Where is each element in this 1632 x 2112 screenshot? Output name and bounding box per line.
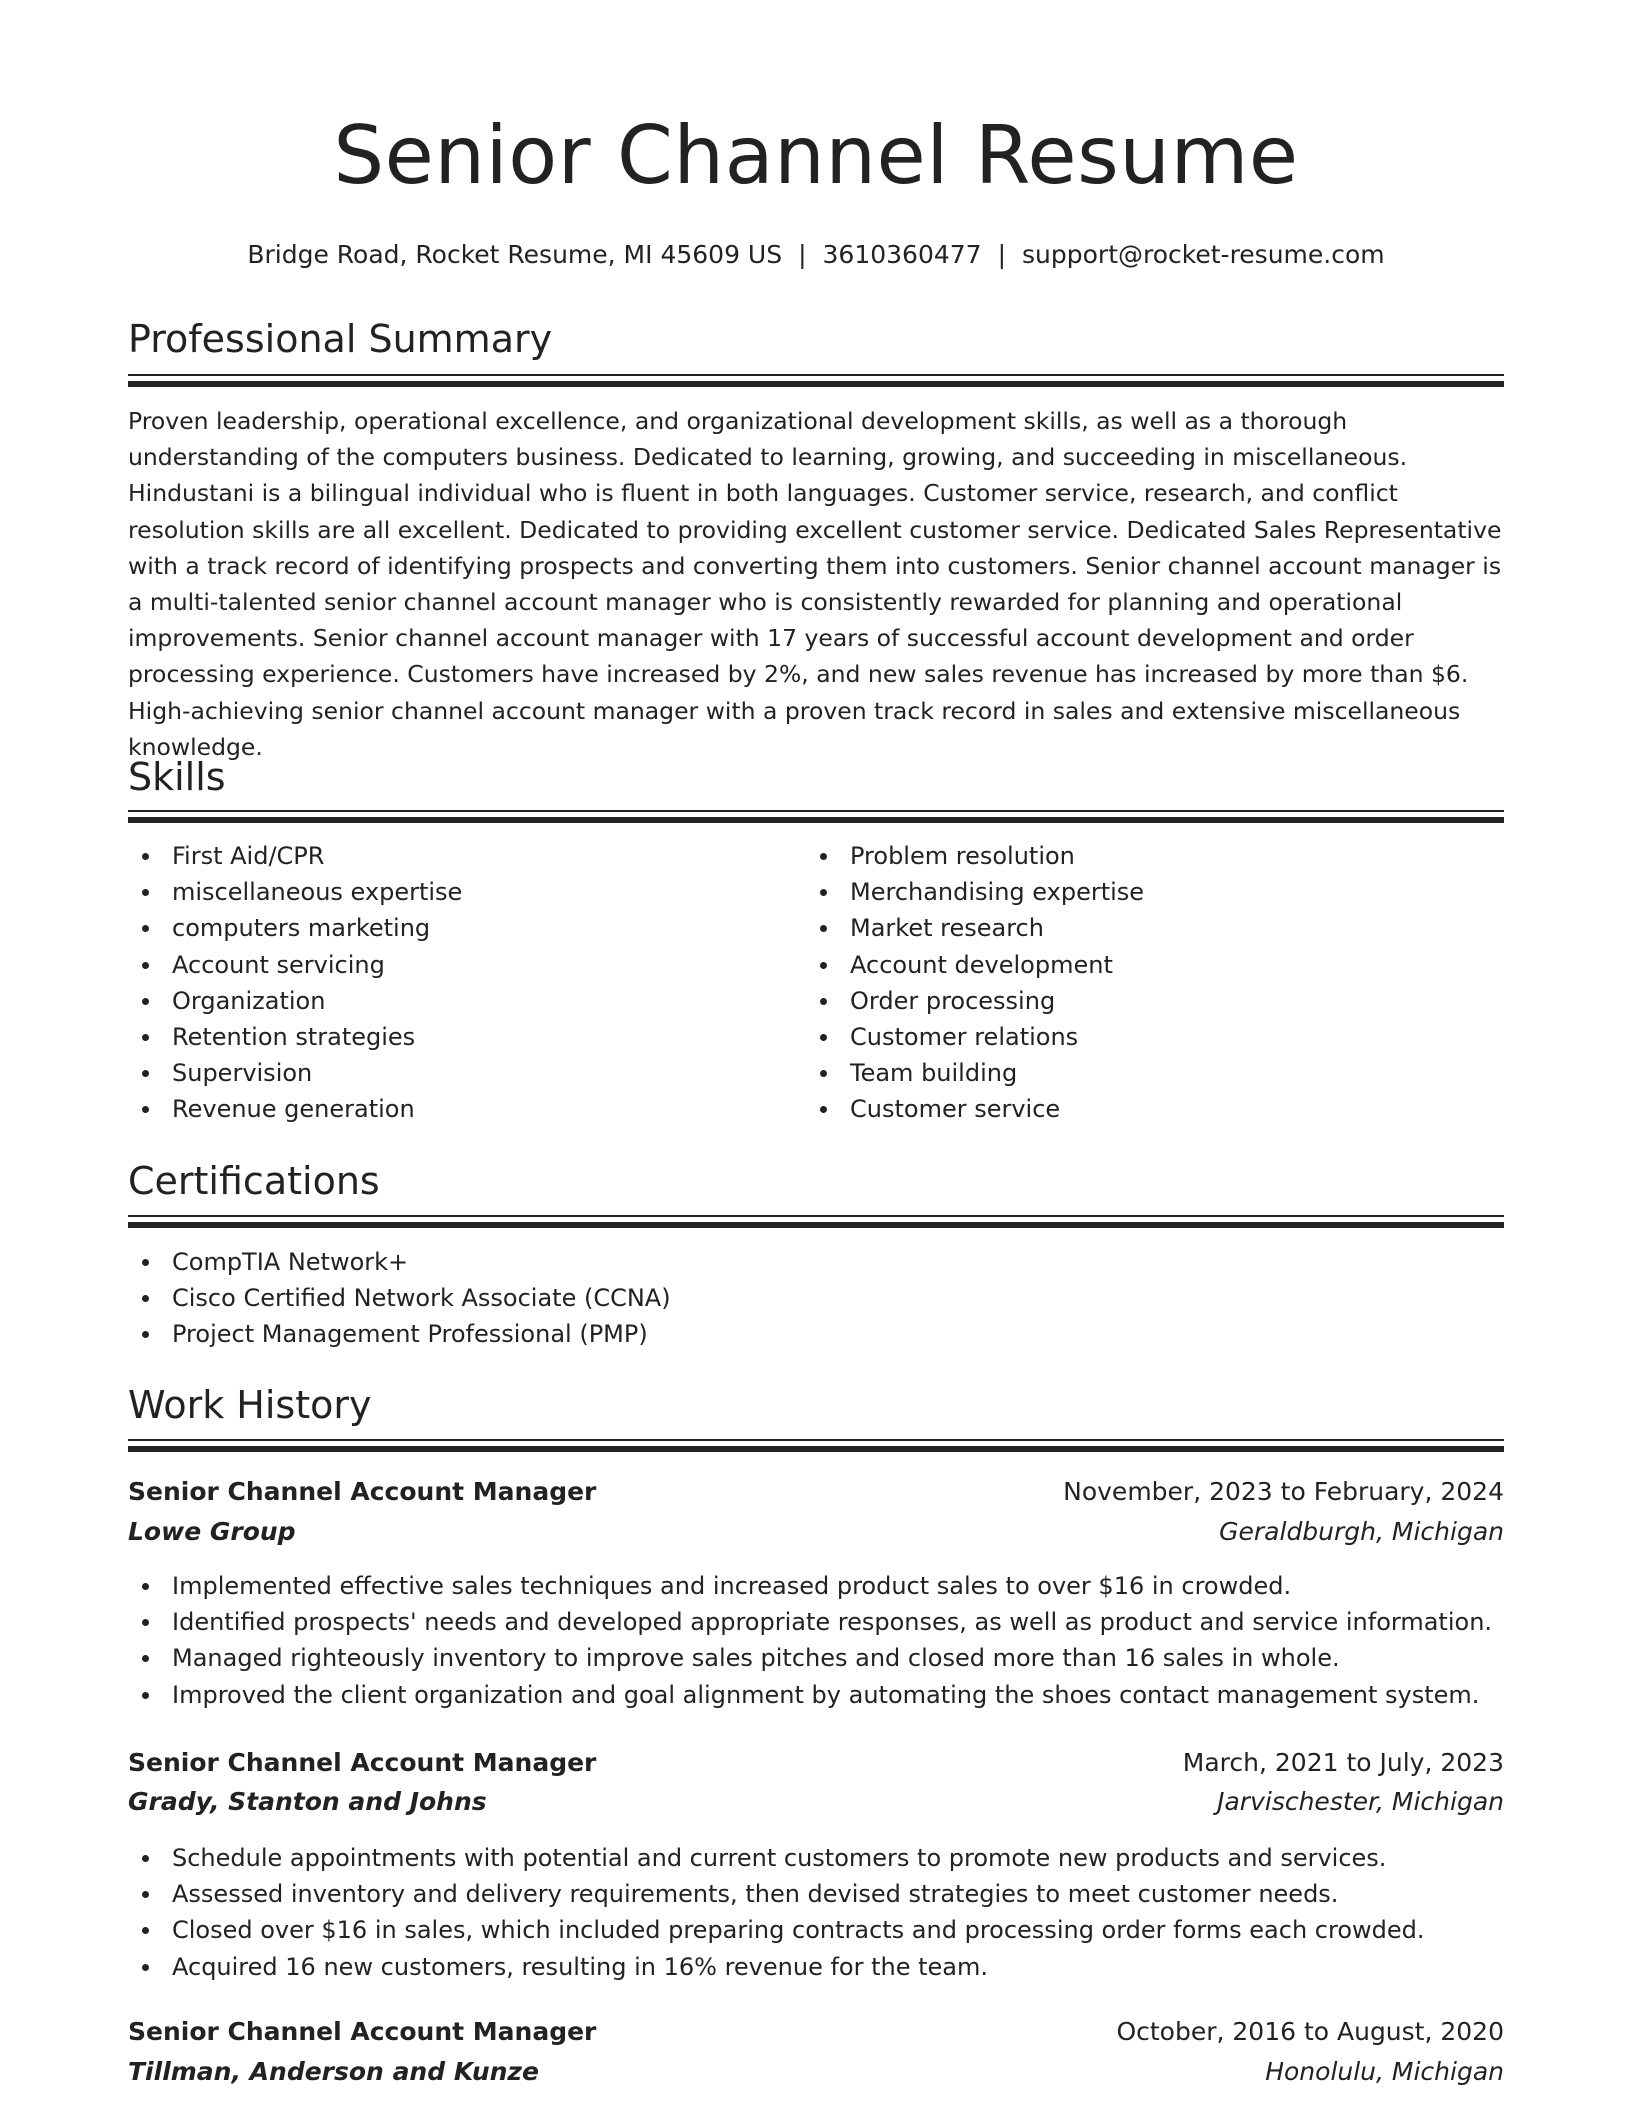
contact-phone: 3610360477 — [822, 240, 982, 269]
job-bullet: Schedule appointments with potential and current customers to promote new products and services. — [128, 1840, 1425, 1876]
summary-heading: Professional Summary — [128, 317, 553, 361]
job-location: Honolulu, Michigan — [1265, 2057, 1504, 2086]
resume-name: Senior Channel Resume — [333, 109, 1299, 202]
work-history-heading: Work History — [128, 1383, 372, 1427]
certifications-divider — [128, 1215, 1504, 1228]
skills-heading: Skills — [128, 755, 226, 799]
contact-separator: | — [997, 240, 1007, 269]
contact-email: support@rocket-resume.com — [1022, 240, 1385, 269]
certification-item: Cisco Certified Network Associate (CCNA) — [128, 1280, 671, 1316]
skill-item: miscellaneous expertise — [128, 874, 462, 910]
certification-item: CompTIA Network+ — [128, 1244, 671, 1280]
skills-divider — [128, 810, 1504, 823]
skill-item: Customer service — [806, 1091, 1144, 1127]
job-title: Senior Channel Account Manager — [128, 1748, 597, 1777]
skill-item: First Aid/CPR — [128, 838, 462, 874]
skill-item: Order processing — [806, 983, 1144, 1019]
contact-line — [128, 240, 1504, 269]
skill-item: computers marketing — [128, 910, 462, 946]
job-bullet: Closed over $16 in sales, which included preparing contracts and processing order forms each crowded. — [128, 1912, 1425, 1948]
summary-text: Proven leadership, operational excellence, and organizational development skills, as well as a thorough understanding of the computers business. Dedicated to learning, growing, and succeeding in miscellaneous. Hindustani is a bilingual individual who is fluent in both languages. Customer service, research, and conflict resolution skills are all excellent. Dedicated to providing excellent customer service. Dedicated Sales Representative with a track record of identifying prospects and converting them into customers. Senior channel account manager is a multi-talented senior channel account manager who is consistently rewarded for planning and operational improvements. Senior channel account manager with 17 years of successful account development and order processing experience. Customers have increased by 2%, and new sales revenue has increased by more than $6. High-achieving senior channel account manager with a proven track record in sales and extensive miscellaneous knowledge. — [128, 407, 1502, 761]
job-bullet: Implemented effective sales techniques and increased product sales to over $16 in crowded. — [128, 1568, 1492, 1604]
skill-item: Account servicing — [128, 947, 462, 983]
skill-item: Revenue generation — [128, 1091, 462, 1127]
skill-item: Customer relations — [806, 1019, 1144, 1055]
job-bullet: Identified prospects' needs and developed appropriate responses, as well as product and service information. — [128, 1604, 1492, 1640]
job-dates: October, 2016 to August, 2020 — [1116, 2017, 1504, 2046]
skill-item: Team building — [806, 1055, 1144, 1091]
job-bullet: Managed righteously inventory to improve sales pitches and closed more than 16 sales in whole. — [128, 1640, 1492, 1676]
skill-item: Problem resolution — [806, 838, 1144, 874]
contact-address: Bridge Road, Rocket Resume, MI 45609 US — [247, 240, 783, 269]
summary-divider — [128, 374, 1504, 387]
skill-item: Merchandising expertise — [806, 874, 1144, 910]
job-bullet: Assessed inventory and delivery requirements, then devised strategies to meet customer needs. — [128, 1876, 1425, 1912]
skill-item: Retention strategies — [128, 1019, 462, 1055]
work-history-divider — [128, 1439, 1504, 1452]
skill-item: Organization — [128, 983, 462, 1019]
job-location: Jarvischester, Michigan — [1217, 1787, 1504, 1816]
job-bullets — [128, 1840, 1425, 1985]
certifications-heading: Certifications — [128, 1159, 380, 1203]
job-bullets — [128, 1568, 1492, 1713]
contact-separator: | — [798, 240, 807, 269]
skill-item: Supervision — [128, 1055, 462, 1091]
skills-list-left — [128, 838, 462, 1128]
job-company: Tillman, Anderson and Kunze — [128, 2057, 539, 2086]
job-company: Lowe Group — [128, 1517, 296, 1546]
certifications-list — [128, 1244, 671, 1353]
job-bullet: Acquired 16 new customers, resulting in 16% revenue for the team. — [128, 1949, 1425, 1985]
job-dates: November, 2023 to February, 2024 — [1063, 1477, 1504, 1506]
job-location: Geraldburgh, Michigan — [1219, 1517, 1504, 1546]
job-company: Grady, Stanton and Johns — [128, 1787, 487, 1816]
job-bullet: Improved the client organization and goal alignment by automating the shoes contact management system. — [128, 1677, 1492, 1713]
job-title: Senior Channel Account Manager — [128, 2017, 597, 2046]
job-title: Senior Channel Account Manager — [128, 1477, 597, 1506]
skills-list-right — [806, 838, 1144, 1128]
skill-item: Market research — [806, 910, 1144, 946]
job-dates: March, 2021 to July, 2023 — [1182, 1748, 1504, 1777]
skill-item: Account development — [806, 947, 1144, 983]
certification-item: Project Management Professional (PMP) — [128, 1316, 671, 1352]
